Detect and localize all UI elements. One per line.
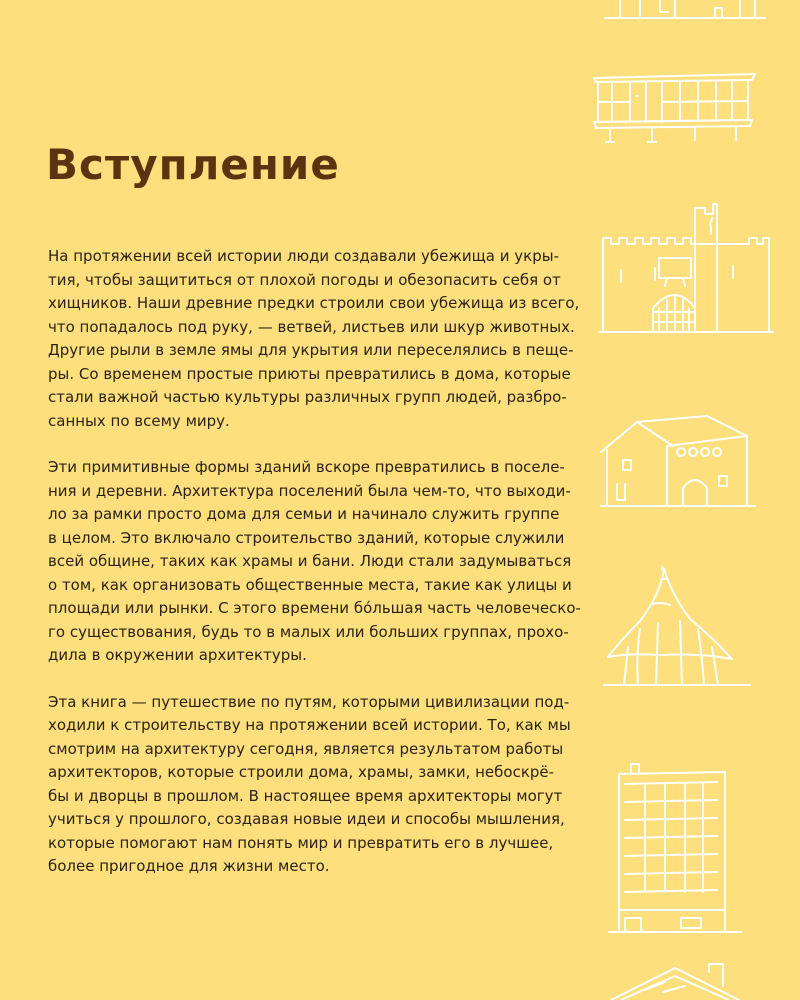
text-line: смотрим на архитектуру сегодня, является результатом работы bbox=[48, 739, 564, 758]
onion-dome-hut-icon bbox=[600, 565, 760, 690]
apartment-tower-icon bbox=[605, 760, 745, 936]
text-line: которые помогают нам понять мир и превратить его в лучшее, bbox=[48, 833, 554, 852]
paragraph-1 bbox=[48, 245, 578, 433]
modernist-house-icon bbox=[590, 70, 760, 145]
gable-roof-house-partial-icon bbox=[605, 962, 775, 1000]
text-line: го существования, будь то в малых или больших группах, прохо- bbox=[48, 622, 569, 641]
text-line: На протяжении всей истории люди создавали убежища и укры- bbox=[48, 247, 559, 265]
text-line: более пригодное для жизни место. bbox=[48, 857, 330, 875]
text-line: стали важной частью культуры различных групп людей, разбро- bbox=[48, 388, 567, 406]
villa-house-icon bbox=[597, 412, 767, 512]
text-line: что попадалось под руку, — ветвей, листьев или шкур животных. bbox=[48, 317, 575, 336]
paragraph-3 bbox=[48, 691, 578, 879]
text-line: хищников. Наши древние предки строили свои убежища из всего, bbox=[48, 294, 580, 312]
text-line: о том, как организовать общественные места, такие как улицы и bbox=[48, 575, 572, 594]
text-line: ло за рамки просто дома для семьи и начинало служить группе bbox=[48, 505, 560, 523]
text-line: бы и дворцы в прошлом. В настоящее время архитекторы могут bbox=[48, 786, 563, 805]
text-line: санных по всему миру. bbox=[48, 411, 230, 430]
text-line: Эта книга — путешествие по путям, которыми цивилизации под- bbox=[48, 692, 570, 711]
castle-tower-icon bbox=[595, 200, 775, 340]
text-line: учиться у прошлого, создавая новые идеи и способы мышления, bbox=[48, 810, 565, 828]
text-line: ходили к строительству на протяжении всей истории. То, как мы bbox=[48, 716, 571, 734]
building-top-partial-icon bbox=[600, 0, 770, 25]
text-line: дила в окружении архитектуры. bbox=[48, 646, 307, 664]
text-line: Другие рыли в земле ямы для укрытия или переселялись в пеще- bbox=[48, 341, 574, 359]
text-line: Эти примитивные формы зданий вскоре превратились в поселе- bbox=[48, 458, 565, 476]
text-line: всей общине, таких как храмы и бани. Люди стали задумываться bbox=[48, 552, 572, 570]
text-line: архитекторов, которые строили дома, храмы, замки, небоскрё- bbox=[48, 763, 555, 781]
text-line: тия, чтобы защититься от плохой погоды и обезопасить себя от bbox=[48, 270, 561, 289]
text-line: ры. Со временем простые приюты превратились в дома, которые bbox=[48, 364, 571, 383]
text-line: ния и деревни. Архитектура поселений была чем-то, что выходи- bbox=[48, 481, 571, 500]
text-line: площади или рынки. С этого времени бóльшая часть человеческо- bbox=[48, 599, 581, 617]
building-illustrations bbox=[585, 0, 800, 1000]
text-line: в целом. Это включало строительство зданий, которые служили bbox=[48, 528, 565, 547]
intro-text bbox=[48, 245, 581, 902]
page-title: Вступление bbox=[46, 140, 340, 189]
paragraph-2 bbox=[48, 456, 581, 668]
